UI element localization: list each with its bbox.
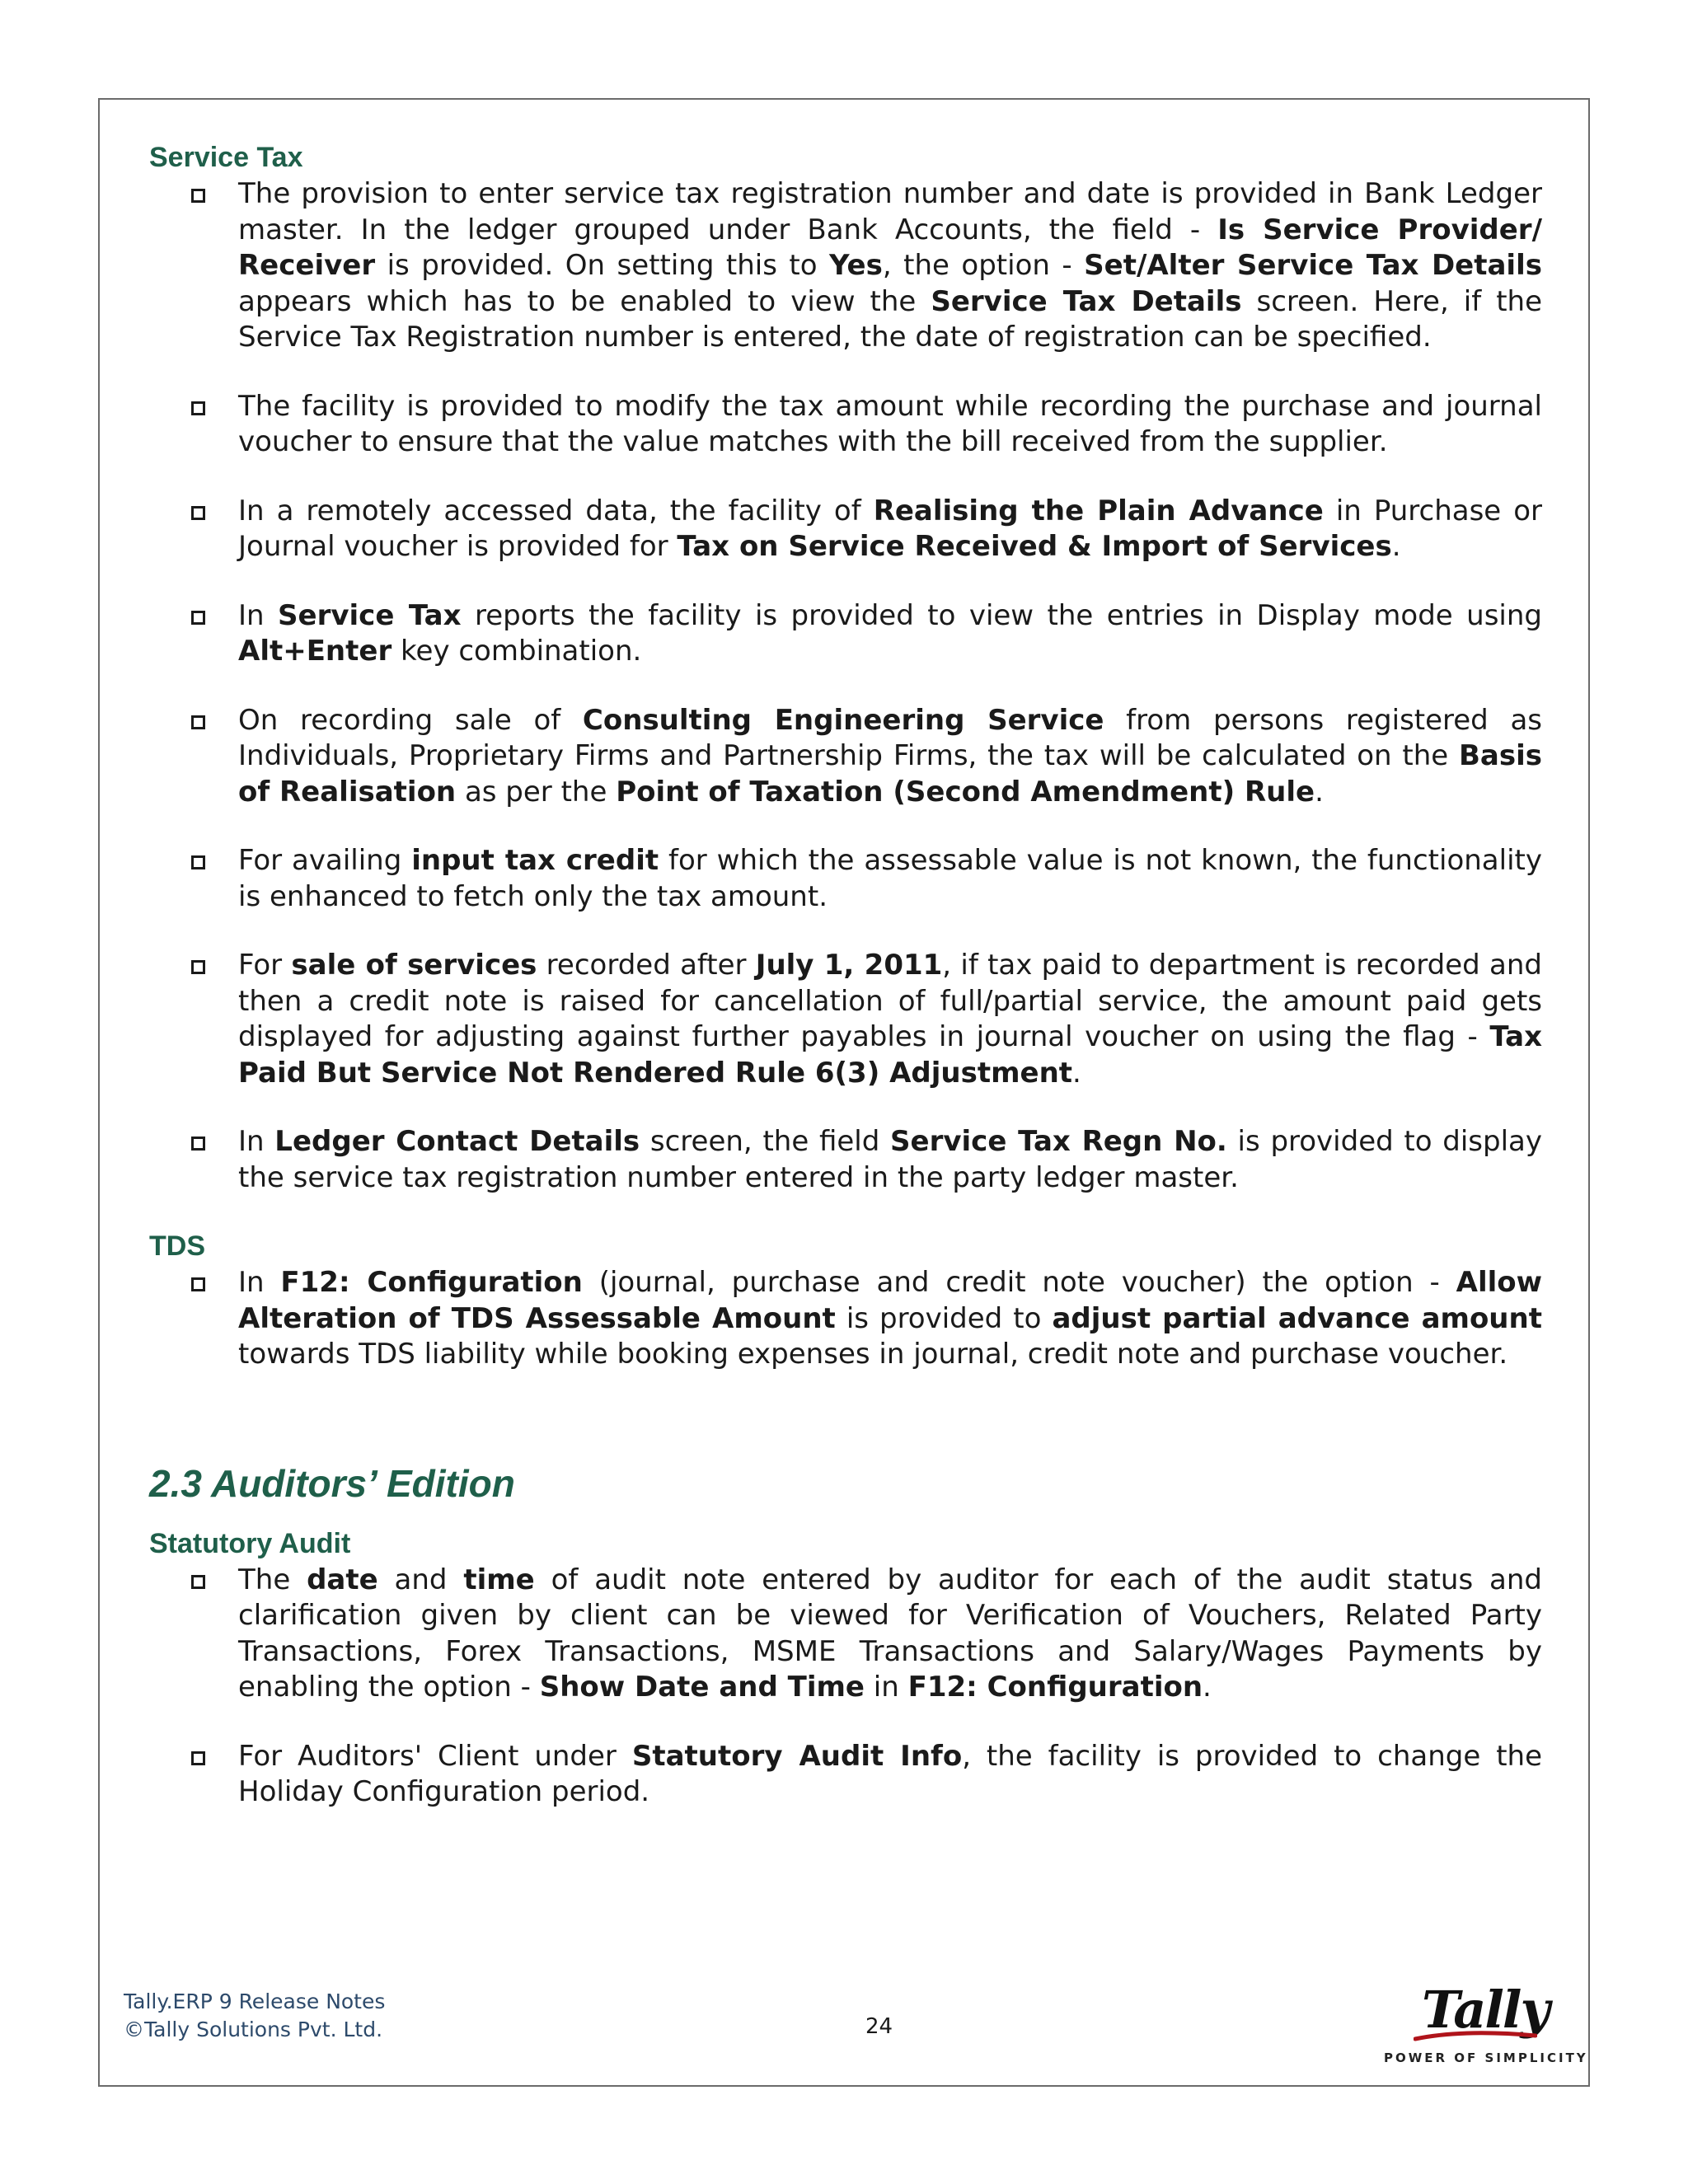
text-run: (journal, purchase and credit note voucher) the option - (582, 1266, 1456, 1299)
text-run: The facility is provided to modify the tax amount while recording the purchase and journal voucher to ensure that the value matches with the bill received from the supplier. (238, 389, 1542, 458)
text-run: as per the (456, 775, 617, 808)
bullet-square-icon (191, 1575, 205, 1589)
tds-list (149, 1265, 1542, 1373)
bold-term: Service Tax (278, 598, 462, 632)
text-run: appears which has to be enabled to view the (238, 284, 931, 318)
bold-term: Tax Paid But Service Not Rendered Rule 6(3) Adjustment (238, 1020, 1542, 1090)
text-run: recorded after (537, 949, 756, 982)
heading-statutory-audit: Statutory Audit (149, 1527, 351, 1559)
bold-term: Service Tax Regn No. (890, 1125, 1227, 1158)
bold-term: July 1, 2011 (755, 949, 943, 982)
text-run: . (1315, 775, 1324, 808)
text-run: In (238, 598, 279, 632)
list-item (149, 494, 1542, 565)
service-tax-list (149, 176, 1542, 1196)
text-run: , the facility is provided to change the Holiday Configuration period. (238, 1739, 1542, 1808)
bullet-square-icon (191, 1751, 205, 1765)
text-run: In a remotely accessed data, the facility of (238, 494, 874, 527)
bullet-square-icon (191, 855, 205, 869)
list-item (149, 1124, 1542, 1196)
bold-term: F12: Configuration (280, 1266, 583, 1299)
heading-service-tax: Service Tax (149, 142, 303, 173)
bullet-square-icon (191, 189, 205, 203)
text-run: is provided. On setting this to (375, 249, 830, 282)
text-run: In (238, 1266, 281, 1299)
bold-term: adjust partial advance amount (1052, 1301, 1542, 1335)
bold-term: Is Service Provider/ Receiver (238, 213, 1542, 282)
text-run: In (238, 1125, 275, 1158)
list-item (149, 598, 1542, 670)
list-item (149, 389, 1542, 461)
bold-term: Consulting Engineering Service (582, 703, 1104, 737)
text-run: For availing (238, 844, 412, 877)
text-run: and (377, 1563, 464, 1596)
text-run: , the option - (882, 249, 1085, 282)
bullet-square-icon (191, 401, 205, 415)
page-content (149, 140, 1542, 1811)
bullet-square-icon (191, 1277, 205, 1291)
text-run: is provided to display the service tax registration number entered in the party ledger master. (238, 1125, 1543, 1194)
text-run: in Purchase or Journal voucher is provided for (238, 494, 1543, 563)
text-run: For (238, 949, 292, 982)
bullet-square-icon (191, 611, 205, 625)
text-run: towards TDS liability while booking expenses in journal, credit note and purchase voucher. (238, 1338, 1508, 1371)
text-run: screen, the field (640, 1125, 891, 1158)
bold-term: Yes (829, 249, 883, 282)
list-item (149, 948, 1542, 1091)
bold-term: sale of services (291, 949, 537, 982)
bold-term: input tax credit (411, 844, 659, 877)
heading-tds: TDS (149, 1230, 205, 1262)
bold-term: Alt+Enter (238, 635, 392, 668)
text-run: reports the facility is provided to view the entries in Display mode using (461, 598, 1542, 632)
bullet-square-icon (191, 506, 205, 520)
text-run: The provision to enter service tax registration number and date is provided in Bank Ledger master. In the ledger grouped under Bank Accounts, the field - (238, 177, 1542, 246)
logo-wordmark: Tally (1422, 1980, 1549, 2040)
list-item (149, 176, 1542, 356)
bullet-square-icon (191, 1137, 205, 1151)
footer-release-notes: Tally.ERP 9 Release Notes (124, 1990, 386, 2013)
text-run: . (1072, 1056, 1081, 1090)
bold-term: F12: Configuration (907, 1671, 1203, 1704)
bold-term: Show Date and Time (539, 1671, 865, 1704)
text-run: from persons registered as Individuals, Proprietary Firms and Partnership Firms, the tax will be calculated on the (238, 703, 1542, 772)
bold-term: Point of Taxation (Second Amendment) Rule (616, 775, 1315, 808)
text-run: in (865, 1671, 908, 1704)
bold-term: Tax on Service Received & Import of Services (677, 530, 1392, 563)
bold-term: Allow Alteration of TDS Assessable Amount (238, 1266, 1543, 1335)
heading-auditors-edition: 2.3 Auditors’ Edition (149, 1461, 515, 1505)
text-run: key combination. (392, 635, 642, 668)
list-item (149, 1265, 1542, 1373)
text-run: For Auditors' Client under (238, 1739, 632, 1773)
bold-term: time (463, 1563, 535, 1596)
bold-term: Statutory Audit Info (631, 1739, 963, 1773)
bold-term: Service Tax Details (931, 284, 1242, 318)
bold-term: date (307, 1563, 378, 1596)
bold-term: Realising the Plain Advance (873, 494, 1324, 527)
bullet-square-icon (191, 715, 205, 729)
text-run: of audit note entered by auditor for each of the audit status and clarification given by client can be viewed for Verification of Vouchers, Related Party Transactions, Forex Transactions, MSME Transactions and Salary/Wages Payments by enabling the option - (238, 1563, 1542, 1704)
text-run: . (1391, 530, 1401, 563)
text-run: is provided to (835, 1301, 1053, 1335)
bold-term: Set/Alter Service Tax Details (1084, 249, 1542, 282)
text-run: . (1203, 1671, 1212, 1704)
logo-swash-icon (1414, 2031, 1537, 2042)
text-run: , if tax paid to department is recorded and then a credit note is raised for cancellation of full/partial service, the amount paid gets displayed for adjusting against further payables in journal voucher on using the flag - (238, 949, 1542, 1053)
logo-tagline: POWER OF SIMPLICITY (1384, 2050, 1588, 2065)
text-run: The (238, 1563, 307, 1596)
list-item (149, 843, 1542, 915)
text-run: for which the assessable value is not known, the functionality is enhanced to fetch only the tax amount. (238, 844, 1542, 913)
tally-logo (1381, 1980, 1588, 2070)
footer-document-info (124, 1988, 385, 2044)
list-item (149, 1739, 1542, 1811)
page-number: 24 (865, 2014, 893, 2039)
bullet-square-icon (191, 960, 205, 974)
list-item (149, 703, 1542, 811)
list-item (149, 1563, 1542, 1706)
text-run: On recording sale of (238, 703, 583, 737)
text-run: screen. Here, if the Service Tax Registration number is entered, the date of registration can be specified. (238, 284, 1543, 354)
footer-copyright: ©Tally Solutions Pvt. Ltd. (124, 2018, 383, 2041)
statutory-audit-list (149, 1563, 1542, 1811)
bold-term: Basis of Realisation (238, 739, 1542, 808)
bold-term: Ledger Contact Details (274, 1125, 640, 1158)
